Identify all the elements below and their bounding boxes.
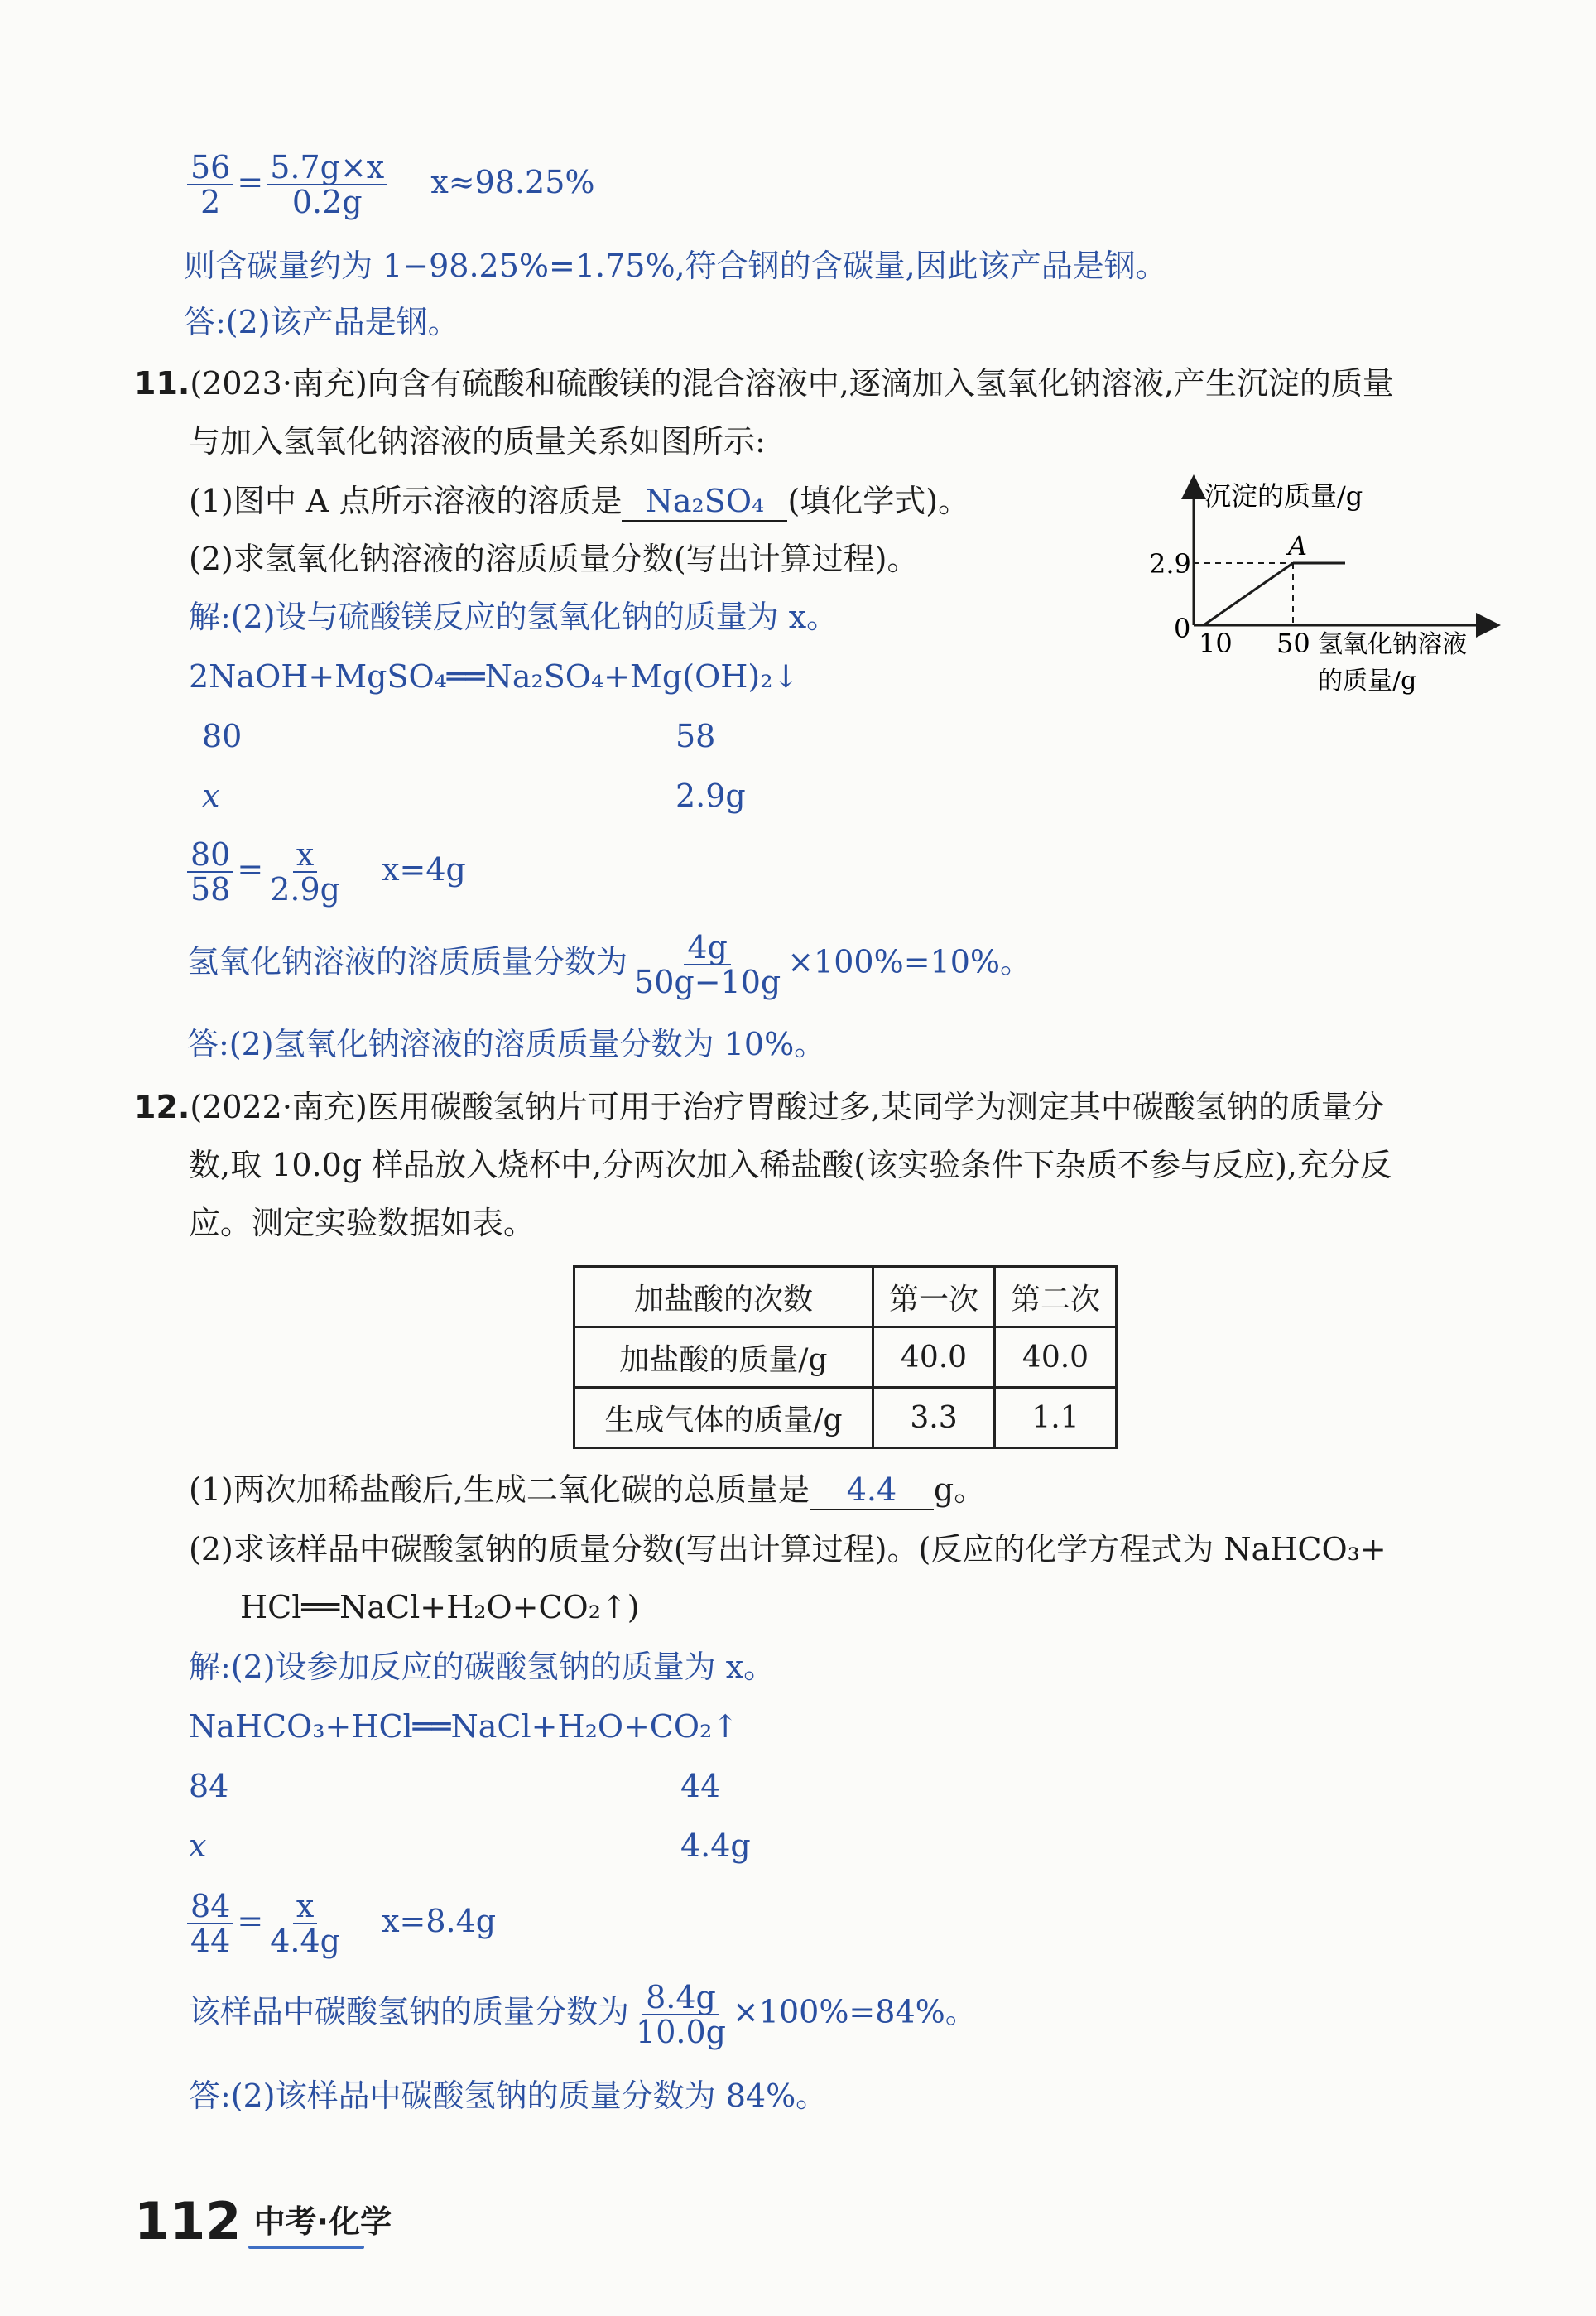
q11-solution-intro: 解:(2)设与硫酸镁反应的氢氧化钠的质量为 x。: [189, 599, 839, 635]
q11-part2: (2)求氢氧化钠溶液的溶质质量分数(写出计算过程)。: [189, 541, 919, 577]
q12-part1: (1)两次加稀盐酸后,生成二氧化碳的总质量是 4.4 g。: [189, 1471, 985, 1510]
graph-x-tick-10: 10: [1199, 628, 1233, 659]
graph-y-tick: 2.9: [1149, 548, 1191, 580]
table-row: 生成气体的质量/g 3.3 1.1: [574, 1388, 1117, 1448]
q11-stem-line2: 与加入氢氧化钠溶液的质量关系如图所示:: [189, 423, 766, 460]
q12-answer: 答:(2)该样品中碳酸氢钠的质量分数为 84%。: [189, 2078, 828, 2114]
cont-answer: 答:(2)该产品是钢。: [184, 304, 459, 340]
q12-part2-line2: HCl══NaCl+H₂O+CO₂↑): [240, 1589, 640, 1625]
q11-part1: (1)图中 A 点所示溶液的溶质是 Na₂SO₄ (填化学式)。: [189, 482, 969, 522]
graph-rising-line: [1204, 563, 1293, 625]
graph-x-tick-50: 50: [1276, 628, 1310, 659]
table-header-row: 加盐酸的次数 第一次 第二次: [574, 1267, 1117, 1327]
cont-ratio: $\frac{56}{2}$ = $\frac{5.7g\times x}{0.2g}$ x≈98.25%: [184, 151, 595, 219]
q12-mw-left: 84: [189, 1768, 229, 1804]
graph-origin: 0: [1174, 613, 1191, 644]
graph-x-label-1: 氢氧化钠溶液: [1318, 630, 1467, 659]
q12-part2-line1: (2)求该样品中碳酸氢钠的质量分数(写出计算过程)。(反应的化学方程式为 NaHCO₃+: [189, 1531, 1387, 1567]
q11-var-left: x: [202, 778, 220, 814]
q12-stem-line3: 应。测定实验数据如表。: [189, 1205, 536, 1241]
cont-fraction-1: $\frac{56}{2}$: [187, 151, 233, 219]
q11-mass-fraction: 氢氧化钠溶液的溶质质量分数为 $\frac{4g}{50g-10g}$ ×100%=10%。: [187, 929, 1031, 1000]
q12-mass-fraction: 该样品中碳酸氢钠的质量分数为 $\frac{8.4g}{10.0g}$ ×100%=84%。: [189, 1979, 977, 2050]
q12-var-left: x: [189, 1827, 207, 1864]
q12-equation: NaHCO₃+HCl══NaCl+H₂O+CO₂↑: [189, 1708, 739, 1745]
book-title: 中考·化学: [253, 2203, 392, 2240]
page-number: 112: [134, 2191, 242, 2251]
q11-var-right: 2.9g: [675, 778, 746, 814]
cont-fraction-2: $\frac{5.7g\times x}{0.2g}$: [267, 151, 387, 219]
q11-number: 11.: [134, 365, 190, 402]
q11-equation: 2NaOH+MgSO₄══Na₂SO₄+Mg(OH)₂↓: [189, 658, 800, 695]
table-row: 加盐酸的质量/g 40.0 40.0: [574, 1327, 1117, 1388]
q11-mw-right: 58: [675, 718, 716, 754]
graph-x-label-2: 的质量/g: [1318, 667, 1417, 696]
q12-stem-line2: 数,取 10.0g 样品放入烧杯中,分两次加入稀盐酸(该实验条件下杂质不参与反应),充分反: [189, 1147, 1392, 1183]
q12-data-table: [573, 1265, 1118, 1449]
cont-carbon-line: 则含碳量约为 1−98.25%=1.75%,符合钢的含碳量,因此该产品是钢。: [184, 248, 1167, 284]
q11-stem-line1: 11.(2023·南充)向含有硫酸和硫酸镁的混合溶液中,逐滴加入氢氧化钠溶液,产生沉淀的质量: [134, 365, 1394, 402]
page-footer: [134, 2191, 392, 2251]
q12-answer-blank: 4.4: [810, 1471, 934, 1510]
q12-number: 12.: [134, 1089, 190, 1125]
q11-mw-left: 80: [202, 718, 243, 754]
q12-var-right: 4.4g: [680, 1827, 751, 1864]
graph-point-a: A: [1288, 530, 1308, 561]
q11-answer-blank: Na₂SO₄: [622, 482, 787, 522]
q12-solution-intro: 解:(2)设参加反应的碳酸氢钠的质量为 x。: [189, 1649, 776, 1685]
q12-stem-line1: 12.(2022·南充)医用碳酸氢钠片可用于治疗胃酸过多,某同学为测定其中碳酸氢钠的质量分: [134, 1089, 1384, 1125]
q12-mw-right: 44: [680, 1768, 721, 1804]
q12-ratio: $\frac{84}{44}$ = $\frac{x}{4.4g}$ x=8.4g: [184, 1890, 496, 1957]
graph-y-label: 沉淀的质量/g: [1204, 480, 1363, 512]
footer-accent-line: [248, 2246, 364, 2249]
q11-answer: 答:(2)氢氧化钠溶液的溶质质量分数为 10%。: [187, 1026, 826, 1062]
q11-ratio: $\frac{80}{58}$ = $\frac{x}{2.9g}$ x=4g: [184, 838, 466, 906]
q11-graph: [1142, 472, 1531, 704]
cont-result: x≈98.25%: [430, 163, 595, 200]
